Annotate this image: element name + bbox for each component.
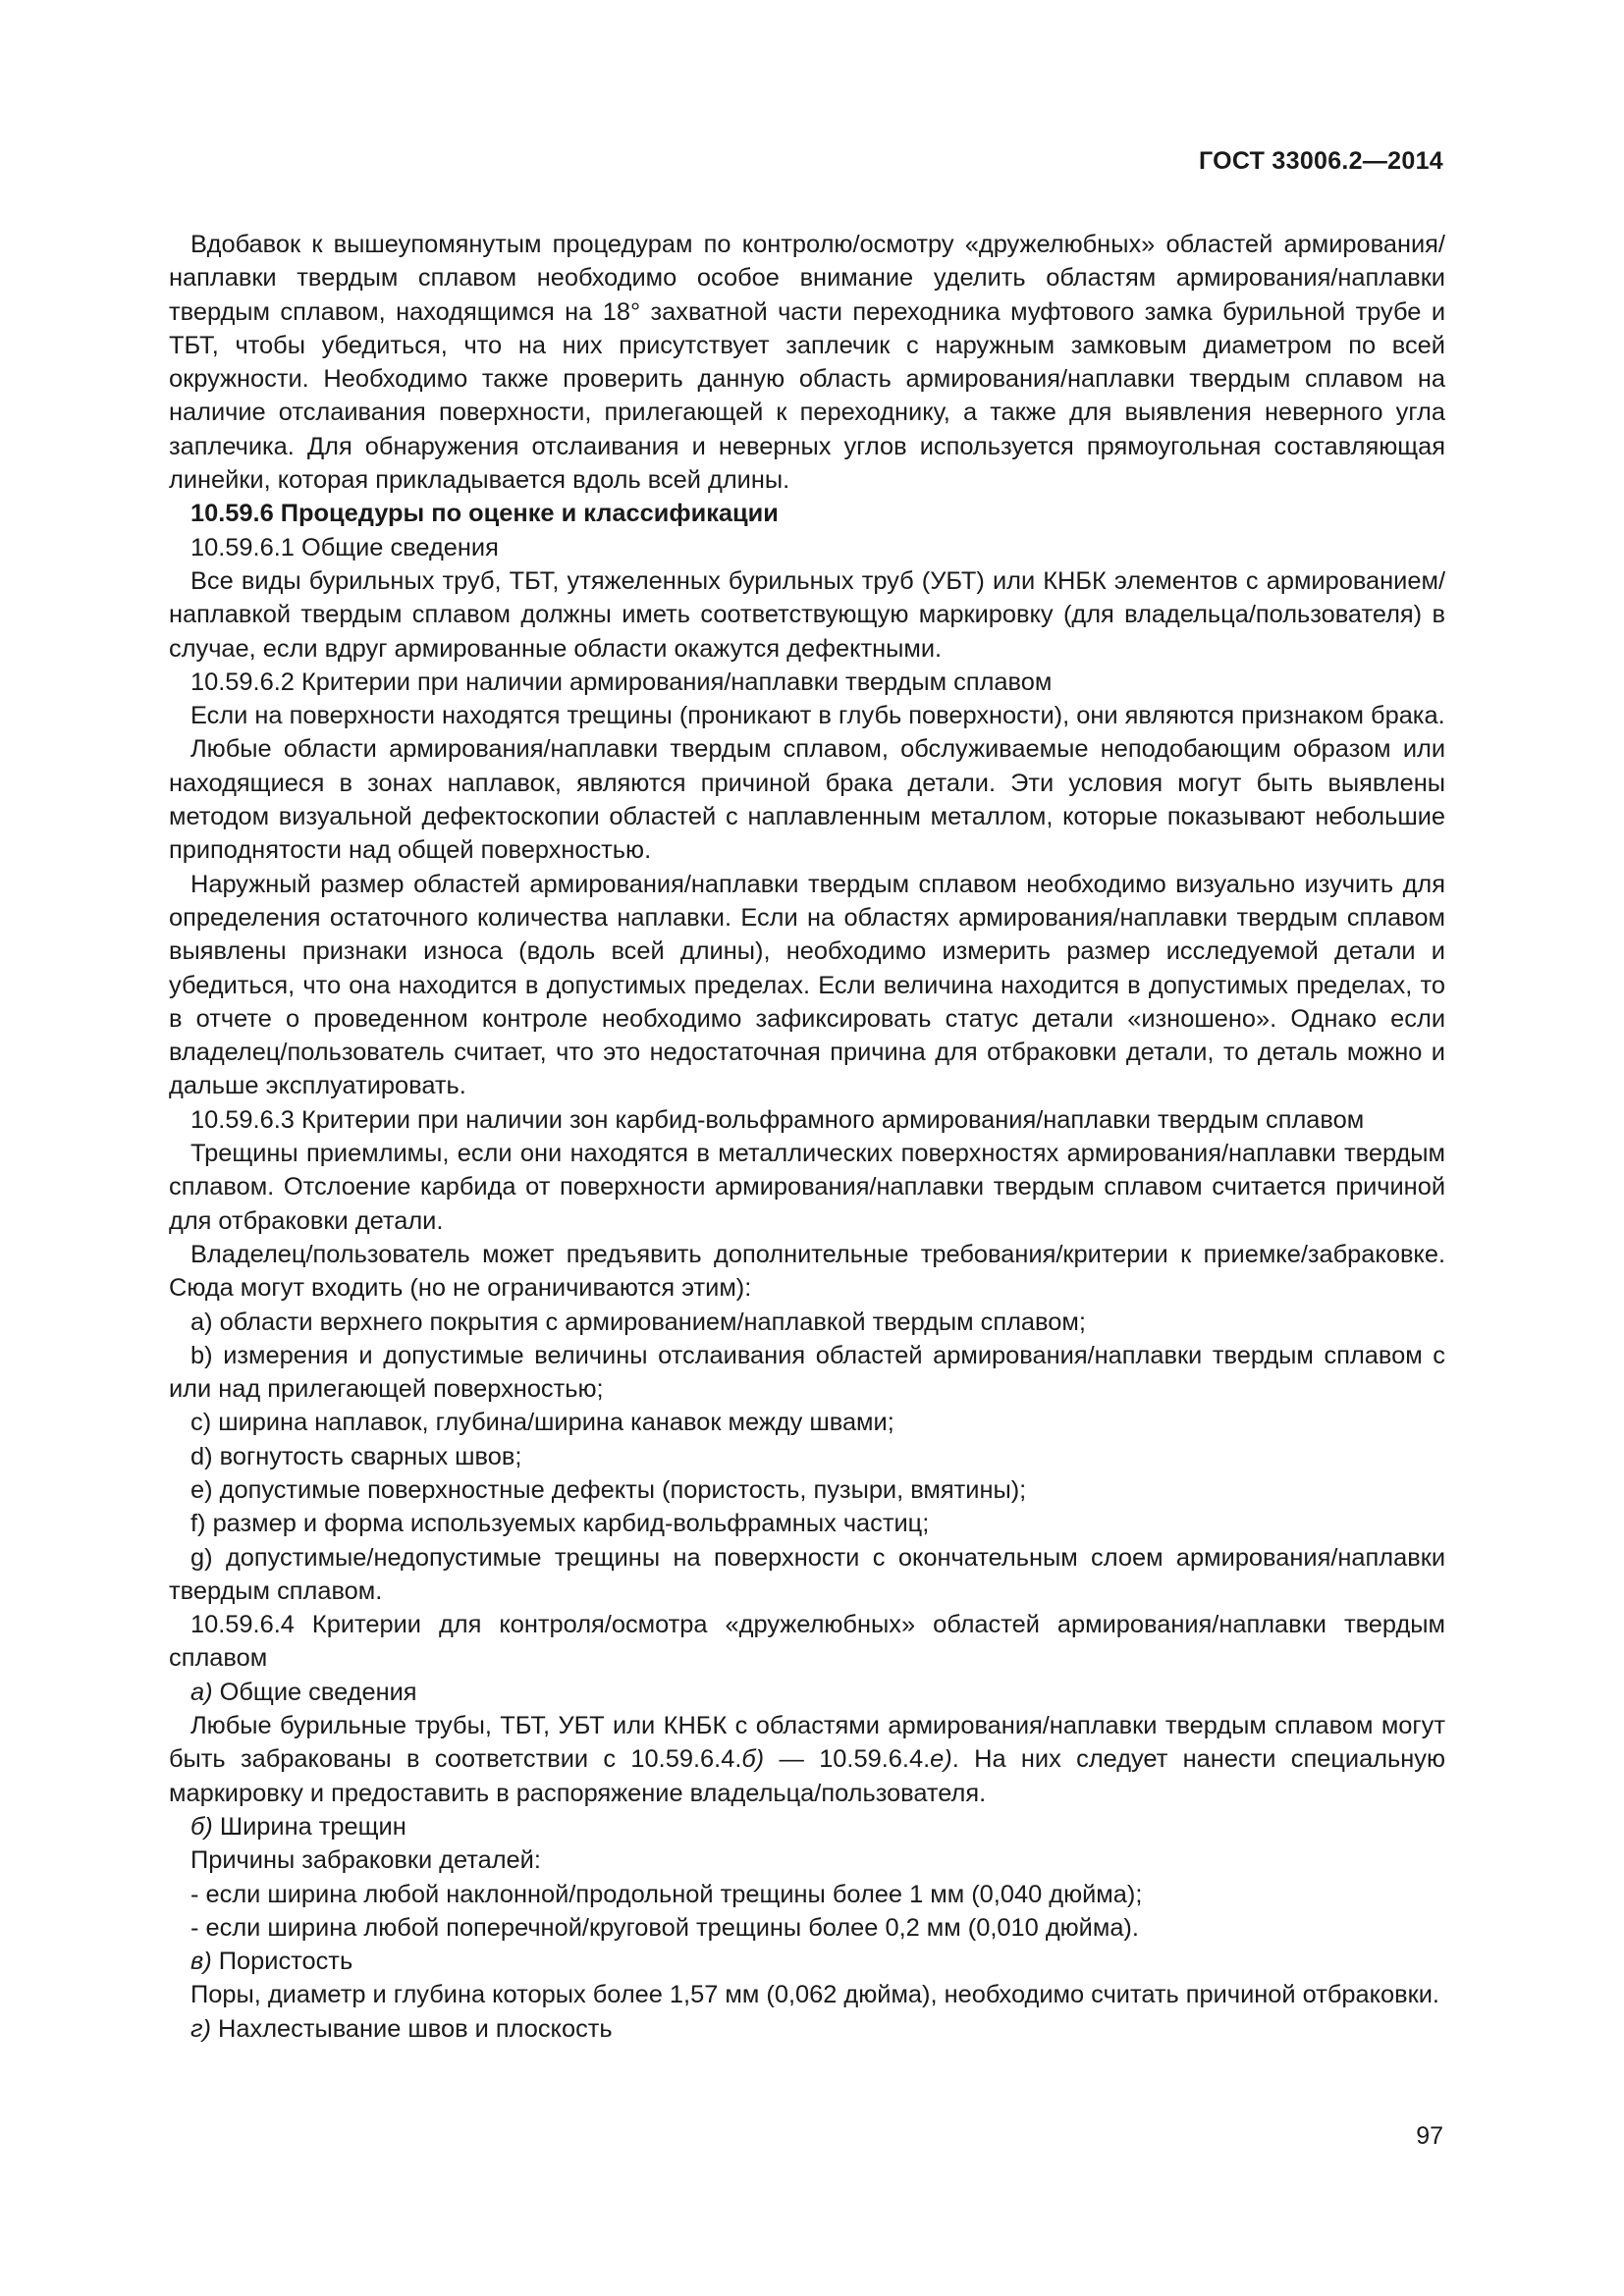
document-header: ГОСТ 33006.2—2014 xyxy=(1198,147,1443,175)
paragraph-text: Любые бурильные трубы, ТБТ, УБТ или КНБК с областями армирования/наплавки твердым сплавом могут быть забракованы в соответствии с 10.59.6.4. xyxy=(169,1712,1445,1774)
subsection-heading: 10.59.6.1 Общие сведения xyxy=(190,533,499,561)
subsection-heading: 10.59.6.3 Критерии при наличии зон карбид-вольфрамного армирования/наплавки твердым сплавом xyxy=(190,1105,1365,1134)
list-item: b) измерения и допустимые величины отслаивания областей армирования/наплавки твердым сплавом с или над прилегающей поверхностью; xyxy=(169,1341,1445,1404)
item-heading xyxy=(169,1676,1445,1709)
section-heading: 10.59.6 Процедуры по оценке и классификации xyxy=(190,500,779,528)
paragraph: Трещины приемлимы, если они находятся в металлических поверхностях армирования/наплавки твердым сплавом. Отслоение карбида от поверхности армирования/наплавки твердым сплавом считается причиной для отбраковки детали. xyxy=(169,1140,1445,1235)
item-prefix: б) xyxy=(190,1812,213,1841)
paragraph: Поры, диаметр и глубина которых более 1,57 мм (0,062 дюйма), необходимо считать причиной отбраковки. xyxy=(190,1981,1439,2009)
paragraph-text: — 10.59.6.4. xyxy=(764,1745,931,1774)
item-heading-text: Ширина трещин xyxy=(219,1812,406,1841)
item-heading xyxy=(169,1810,1445,1843)
page-number: 97 xyxy=(1416,2122,1443,2150)
list-item: a) области верхнего покрытия с армированием/наплавкой твердым сплавом; xyxy=(190,1308,1086,1336)
paragraph: Если на поверхности находятся трещины (проникают в глубь поверхности), они являются признаком брака. xyxy=(190,702,1445,730)
paragraph xyxy=(169,1709,1445,1810)
paragraph: Причины забраковки деталей: xyxy=(190,1846,541,1875)
paragraph: Владелец/пользователь может предъявить дополнительные требования/критерии к приемке/забраковке. Сюда могут входить (но не ограничиваются этим): xyxy=(169,1240,1445,1303)
item-prefix: г) xyxy=(190,2014,211,2043)
list-item: c) ширина наплавок, глубина/ширина канавок между швами; xyxy=(190,1409,894,1437)
item-prefix: в) xyxy=(190,1948,212,1976)
list-item: - если ширина любой поперечной/круговой трещины более 0,2 мм (0,010 дюйма). xyxy=(190,1913,1139,1942)
item-heading xyxy=(169,1945,1445,1978)
item-heading-text: Общие сведения xyxy=(219,1678,417,1706)
subsection-heading: 10.59.6.4 Критерии для контроля/осмотра «дружелюбных» областей армирования/наплавки твердым сплавом xyxy=(169,1611,1445,1673)
list-item: f) размер и форма используемых карбид-вольфрамных частиц; xyxy=(190,1510,930,1538)
document-body xyxy=(169,228,1445,2046)
paragraph: Все виды бурильных труб, ТБТ, утяжеленных бурильных труб (УБТ) или КНБК элементов с армированием/наплавкой твердым сплавом должны иметь соответствующую маркировку (для владельца/пользователя) в случае, если вдруг армированные области окажутся дефектными. xyxy=(169,566,1445,663)
reference: б) xyxy=(741,1745,765,1774)
paragraph: Любые области армирования/наплавки твердым сплавом, обслуживаемые неподобающим образом или находящиеся в зонах наплавок, являются причиной брака детали. Эти условия могут быть выявлены методом визуальной дефектоскопии областей с наплавленным металлом, которые показывают небольшие приподнятости над общей поверхностью. xyxy=(169,735,1445,865)
item-prefix: а) xyxy=(190,1678,213,1706)
reference: е) xyxy=(930,1745,952,1774)
item-heading-text: Нахлестывание швов и плоскость xyxy=(218,2014,613,2043)
list-item: - если ширина любой наклонной/продольной трещины более 1 мм (0,040 дюйма); xyxy=(190,1880,1143,1908)
paragraph: Вдобавок к вышеупомянутым процедурам по контролю/осмотру «дружелюбных» областей армирования/наплавки твердым сплавом необходимо особое внимание уделить областям армирования/наплавки твердым сплавом, находящимся на 18° захватной части переходника муфтового замка бурильной трубе и ТБТ, чтобы убедиться, что на них присутствует заплечик с наружным замковым диаметром по всей окружности. Необходимо также проверить данную область армирования/наплавки твердым сплавом на наличие отслаивания поверхности, прилегающей к переходнику, а также для выявления неверного угла заплечика. Для обнаружения отслаивания и неверных углов используется прямоугольная составляющая линейки, которая прикладывается вдоль всей длины. xyxy=(169,231,1445,495)
list-item: g) допустимые/недопустимые трещины на поверхности с окончательным слоем армирования/наплавки твердым сплавом. xyxy=(169,1543,1445,1605)
paragraph-text: . На них следует нанести специальную маркировку и предоставить в распоряжение владельца/пользователя. xyxy=(169,1745,1445,1807)
subsection-heading: 10.59.6.2 Критерии при наличии армирования/наплавки твердым сплавом xyxy=(190,667,1053,696)
paragraph: Наружный размер областей армирования/наплавки твердым сплавом необходимо визуально изучить для определения остаточного количества наплавки. Если на областях армирования/наплавки твердым сплавом выявлены признаки износа (вдоль всей длины), необходимо измерить размер исследуемой детали и убедиться, что она находится в допустимых пределах. Если величина находится в допустимых пределах, то в отчете о проведенном контроле необходимо зафиксировать статус детали «изношено». Однако если владелец/пользователь считает, что это недостаточная причина для отбраковки детали, то деталь можно и дальше эксплуатировать. xyxy=(169,870,1445,1100)
list-item: e) допустимые поверхностные дефекты (пористость, пузыри, вмятины); xyxy=(190,1475,1027,1504)
list-item: d) вогнутость сварных швов; xyxy=(190,1442,522,1470)
item-heading xyxy=(169,2012,1445,2046)
item-heading-text: Пористость xyxy=(218,1948,353,1976)
